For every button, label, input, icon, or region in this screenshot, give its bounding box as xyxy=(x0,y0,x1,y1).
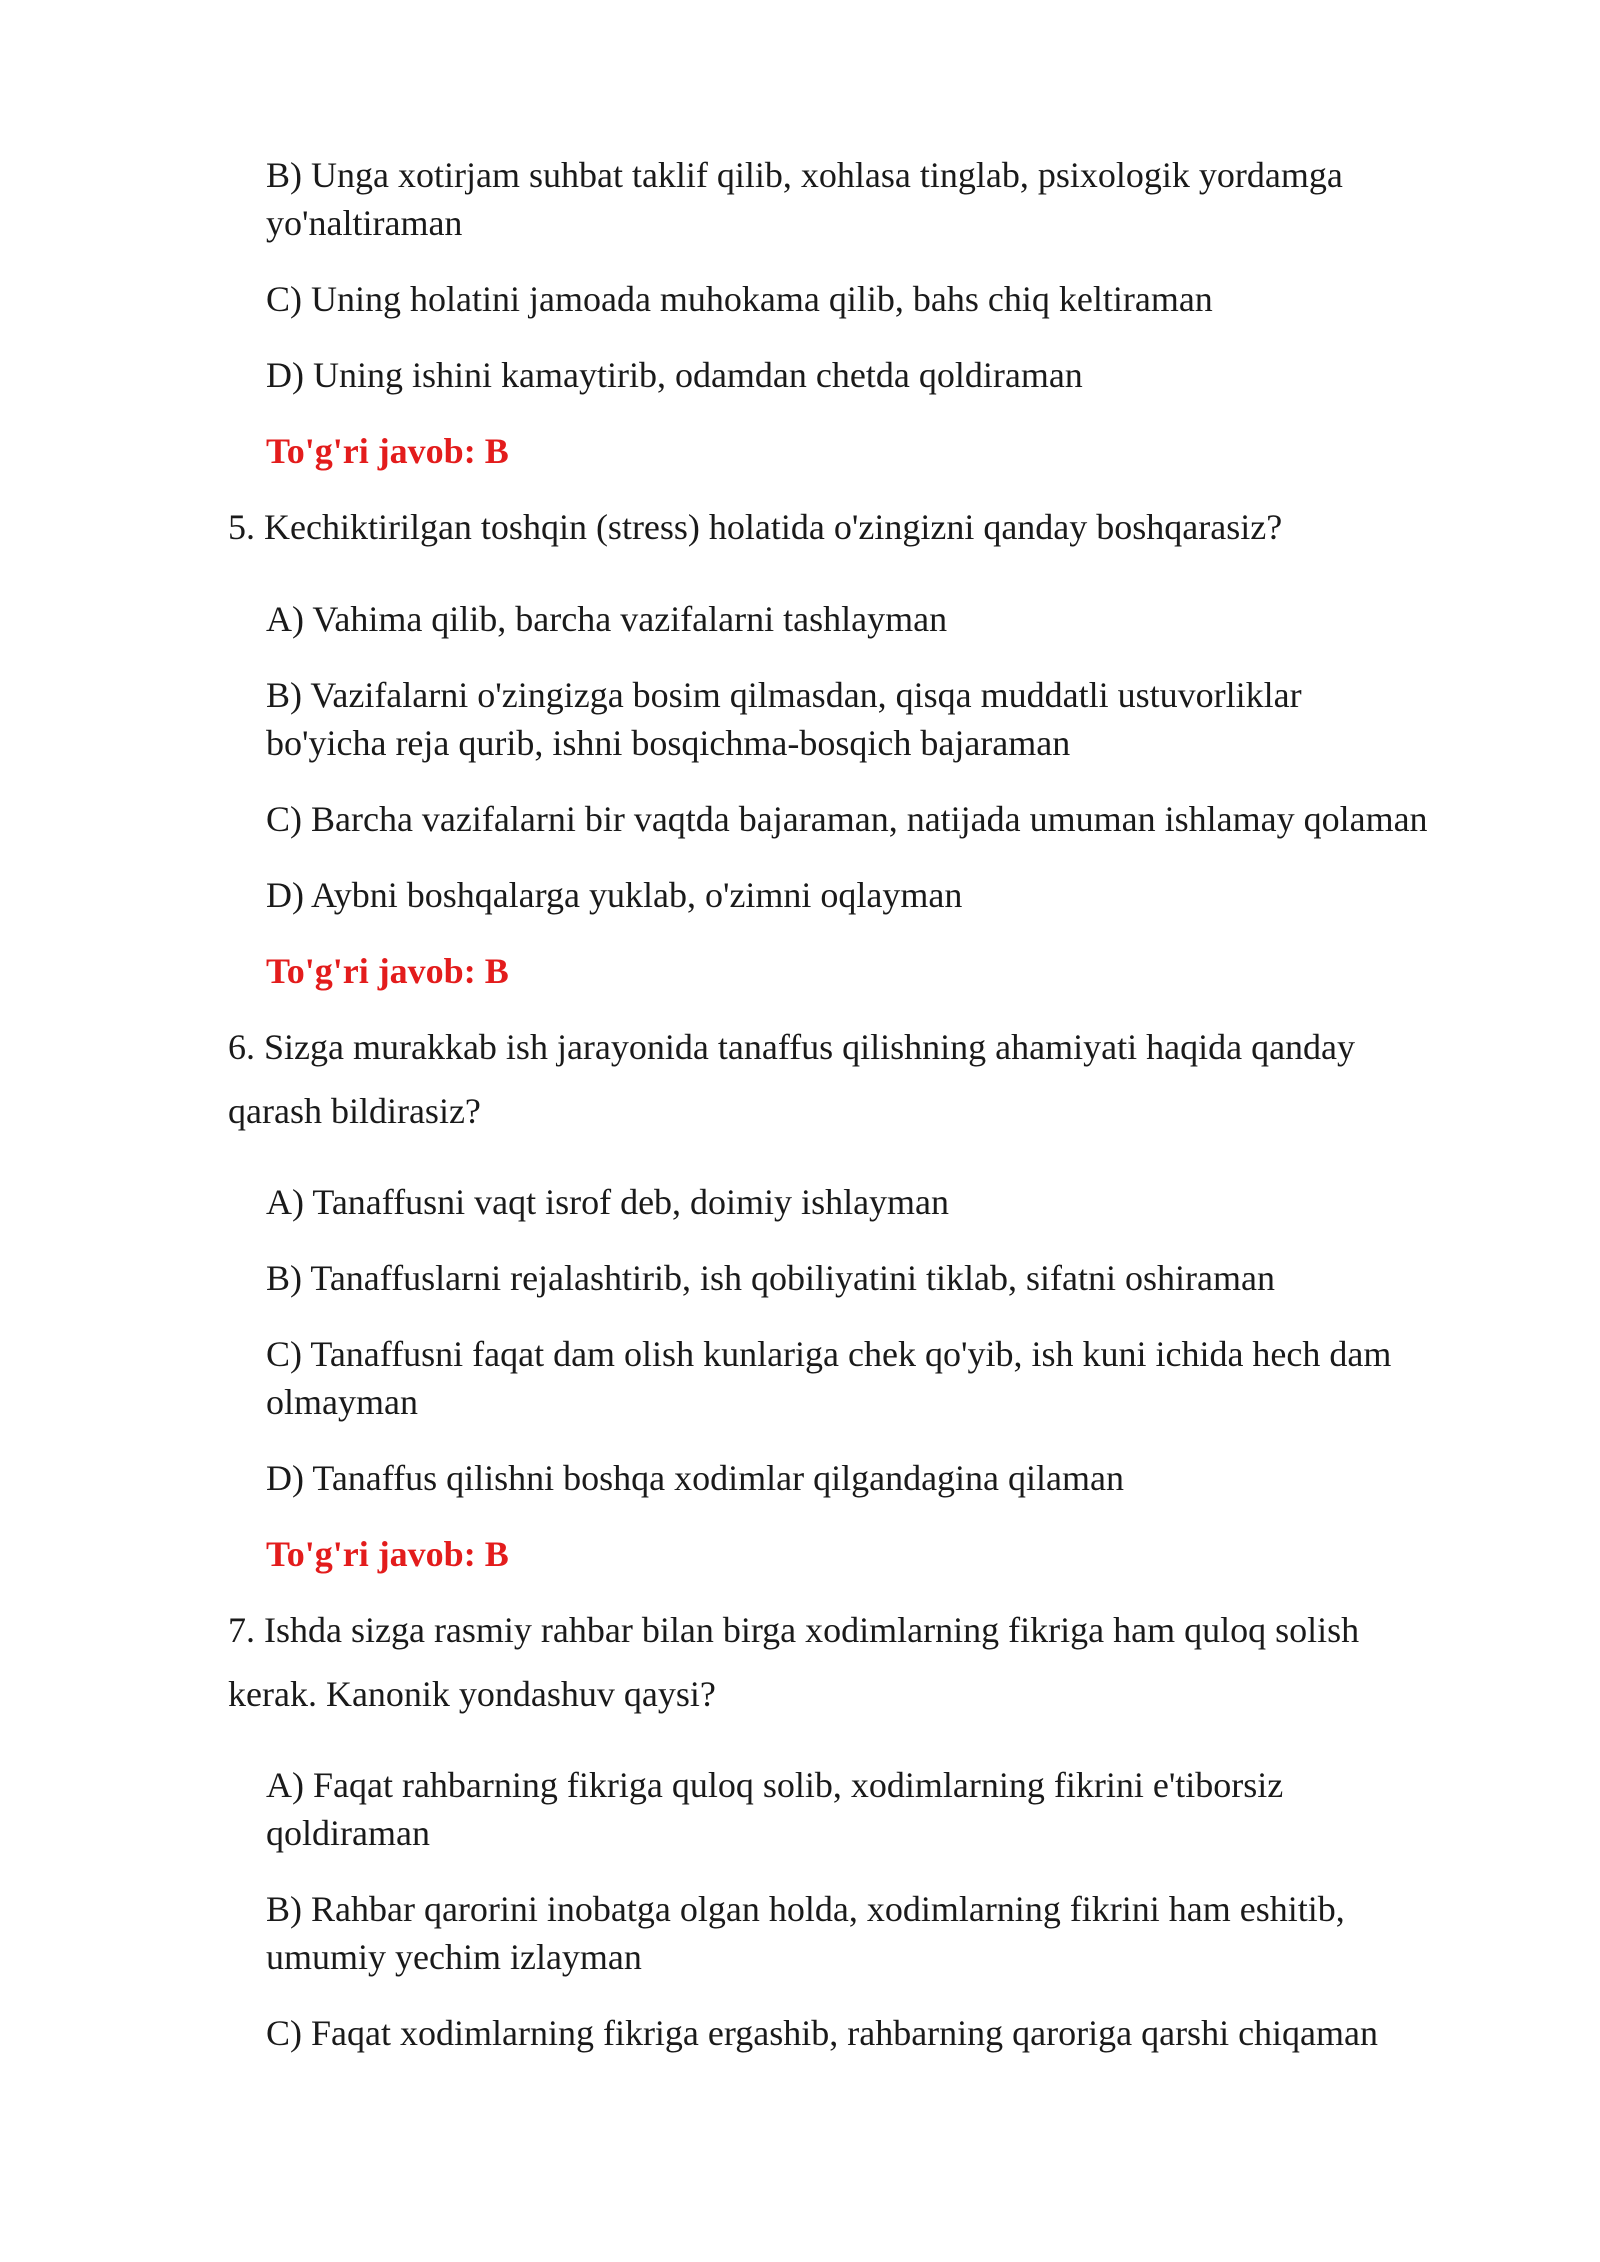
option-text: olmayman xyxy=(266,1382,418,1422)
option-text: umumiy yechim izlayman xyxy=(266,1937,642,1977)
option-text: A) Vahima qilib, barcha vazifalarni tashlayman xyxy=(266,599,948,639)
option-text: bo'yicha reja qurib, ishni bosqichma-bosqich bajaraman xyxy=(266,723,1071,763)
option-text: B) Rahbar qarorini inobatga olgan holda, xodimlarning fikrini ham eshitib, xyxy=(266,1889,1345,1929)
question-text: 5. Kechiktirilgan toshqin (stress) holatida o'zingizni qanday boshqarasiz? xyxy=(228,507,1283,547)
question-text: kerak. Kanonik yondashuv qaysi? xyxy=(228,1674,716,1714)
correct-answer: To'g'ri javob: B xyxy=(266,1534,509,1574)
option-text: C) Faqat xodimlarning fikriga ergashib, rahbarning qaroriga qarshi chiqaman xyxy=(266,2013,1379,2053)
question-text: qarash bildirasiz? xyxy=(228,1091,481,1131)
option-text: B) Tanaffuslarni rejalashtirib, ish qobiliyatini tiklab, sifatni oshiraman xyxy=(266,1258,1275,1298)
correct-answer: To'g'ri javob: B xyxy=(266,951,509,991)
option-text: qoldiraman xyxy=(266,1813,430,1853)
option-text: C) Barcha vazifalarni bir vaqtda bajaraman, natijada umuman ishlamay qolaman xyxy=(266,799,1428,839)
option-text: D) Tanaffus qilishni boshqa xodimlar qilgandagina qilaman xyxy=(266,1458,1124,1498)
option-text: B) Unga xotirjam suhbat taklif qilib, xohlasa tinglab, psixologik yordamga xyxy=(266,155,1343,195)
option-text: A) Faqat rahbarning fikriga quloq solib, xodimlarning fikrini e'tiborsiz xyxy=(266,1765,1284,1805)
question-text: 7. Ishda sizga rasmiy rahbar bilan birga xodimlarning fikriga ham quloq solish xyxy=(228,1610,1360,1650)
option-text: C) Uning holatini jamoada muhokama qilib, bahs chiq keltiraman xyxy=(266,279,1213,319)
option-text: B) Vazifalarni o'zingizga bosim qilmasdan, qisqa muddatli ustuvorliklar xyxy=(266,675,1302,715)
option-text: yo'naltiraman xyxy=(266,203,463,243)
question-text: 6. Sizga murakkab ish jarayonida tanaffus qilishning ahamiyati haqida qanday xyxy=(228,1027,1356,1067)
option-text: A) Tanaffusni vaqt isrof deb, doimiy ishlayman xyxy=(266,1182,950,1222)
option-text: D) Aybni boshqalarga yuklab, o'zimni oqlayman xyxy=(266,875,963,915)
option-text: C) Tanaffusni faqat dam olish kunlariga chek qo'yib, ish kuni ichida hech dam xyxy=(266,1334,1392,1374)
option-text: D) Uning ishini kamaytirib, odamdan chetda qoldiraman xyxy=(266,355,1083,395)
correct-answer: To'g'ri javob: B xyxy=(266,431,509,471)
